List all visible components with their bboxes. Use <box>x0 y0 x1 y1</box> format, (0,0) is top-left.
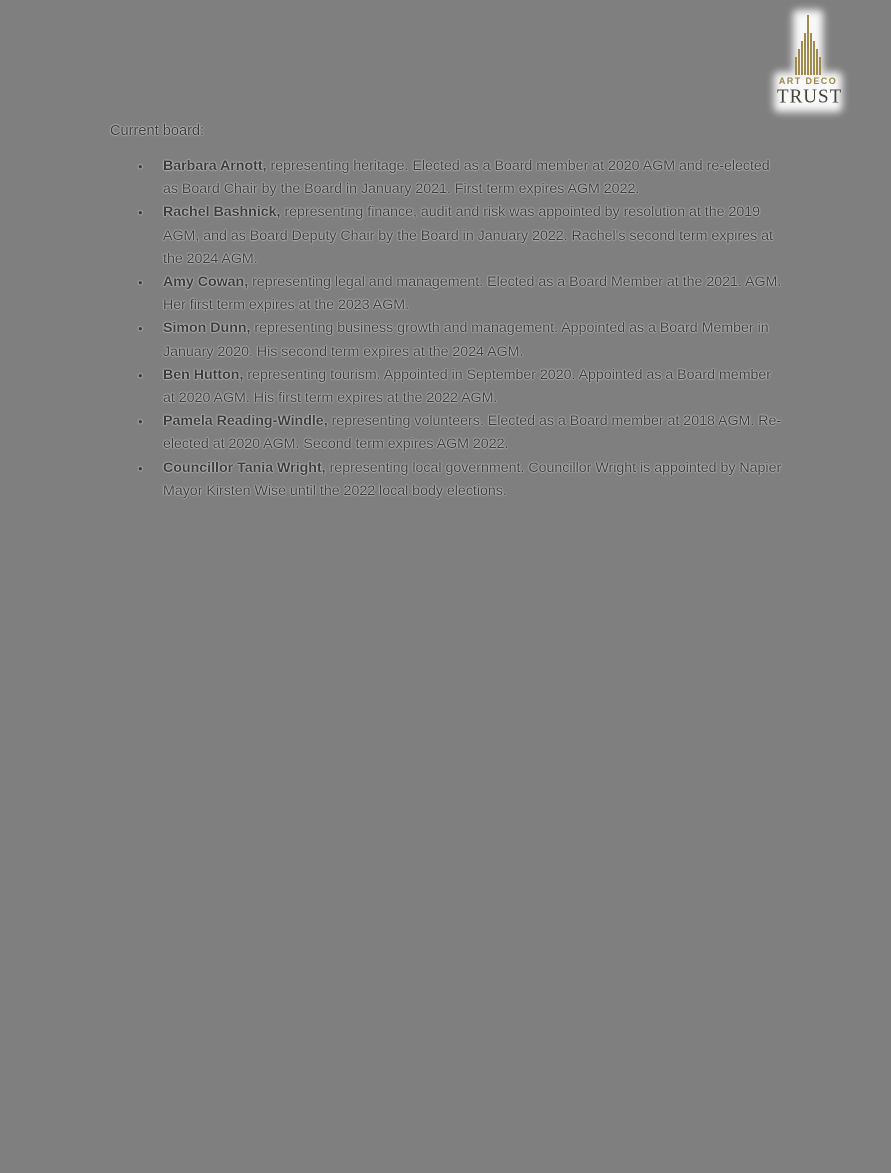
member-name: Councillor Tania Wright, <box>163 459 326 476</box>
bullet-icon: • <box>138 460 143 476</box>
document-page <box>110 121 786 503</box>
member-details: representing volunteers. Elected as a Board member at 2018 AGM. Re-elected at 2020 AGM. Second term expires AGM 2022. <box>163 413 782 453</box>
bullet-icon: • <box>138 205 143 221</box>
member-details: representing local government. Councillor Wright is appointed by Napier Mayor Kirsten Wise until the 2022 local body elections. <box>163 459 782 499</box>
member-details: representing tourism. Appointed in September 2020. Appointed as a Board member at 2020 AGM. His first term expires at the 2022 AGM. <box>163 366 772 407</box>
member-name: Barbara Arnott, <box>163 158 267 174</box>
board-member-item <box>110 201 785 271</box>
member-name: Simon Dunn, <box>163 320 251 337</box>
bullet-icon: • <box>138 367 143 383</box>
art-deco-trust-logo <box>777 12 843 109</box>
bullet-icon: • <box>138 275 143 291</box>
logo-text-art-deco: ART DECO <box>778 76 838 86</box>
board-member-item <box>110 271 785 317</box>
bullet-icon: • <box>138 159 143 174</box>
board-member-item <box>110 410 785 456</box>
board-member-item <box>110 317 785 363</box>
section-heading: Current board: <box>110 123 205 139</box>
skyscraper-icon <box>777 15 839 75</box>
board-member-item <box>110 457 785 503</box>
member-details: representing business growth and management. Appointed as a Board Member in January 2020. His second term expires at the 2024 AGM. <box>163 320 769 360</box>
logo-text-trust: TRUST <box>777 85 843 108</box>
member-name: Ben Hutton, <box>163 366 244 383</box>
member-name: Pamela Reading-Windle, <box>163 413 328 430</box>
bullet-icon: • <box>138 321 143 337</box>
member-name: Amy Cowan, <box>163 274 249 291</box>
member-name: Rachel Bashnick, <box>163 204 281 221</box>
member-details: representing finance, audit and risk was appointed by resolution at the 2019 AGM, and as Board Deputy Chair by the Board in January 2022. Rachel's second term expires at the 2024 AGM. <box>163 204 773 267</box>
board-member-list <box>110 155 786 503</box>
member-details: representing legal and management. Elected as a Board Member at the 2021. AGM. Her first term expires at the 2023 AGM. <box>163 274 782 314</box>
bullet-icon: • <box>138 414 143 430</box>
member-details: representing heritage. Elected as a Board member at 2020 AGM and re-elected as Board Chair by the Board in January 2021. First term expires AGM 2022. <box>163 158 770 198</box>
board-member-item <box>110 155 785 201</box>
board-member-item <box>110 364 785 410</box>
